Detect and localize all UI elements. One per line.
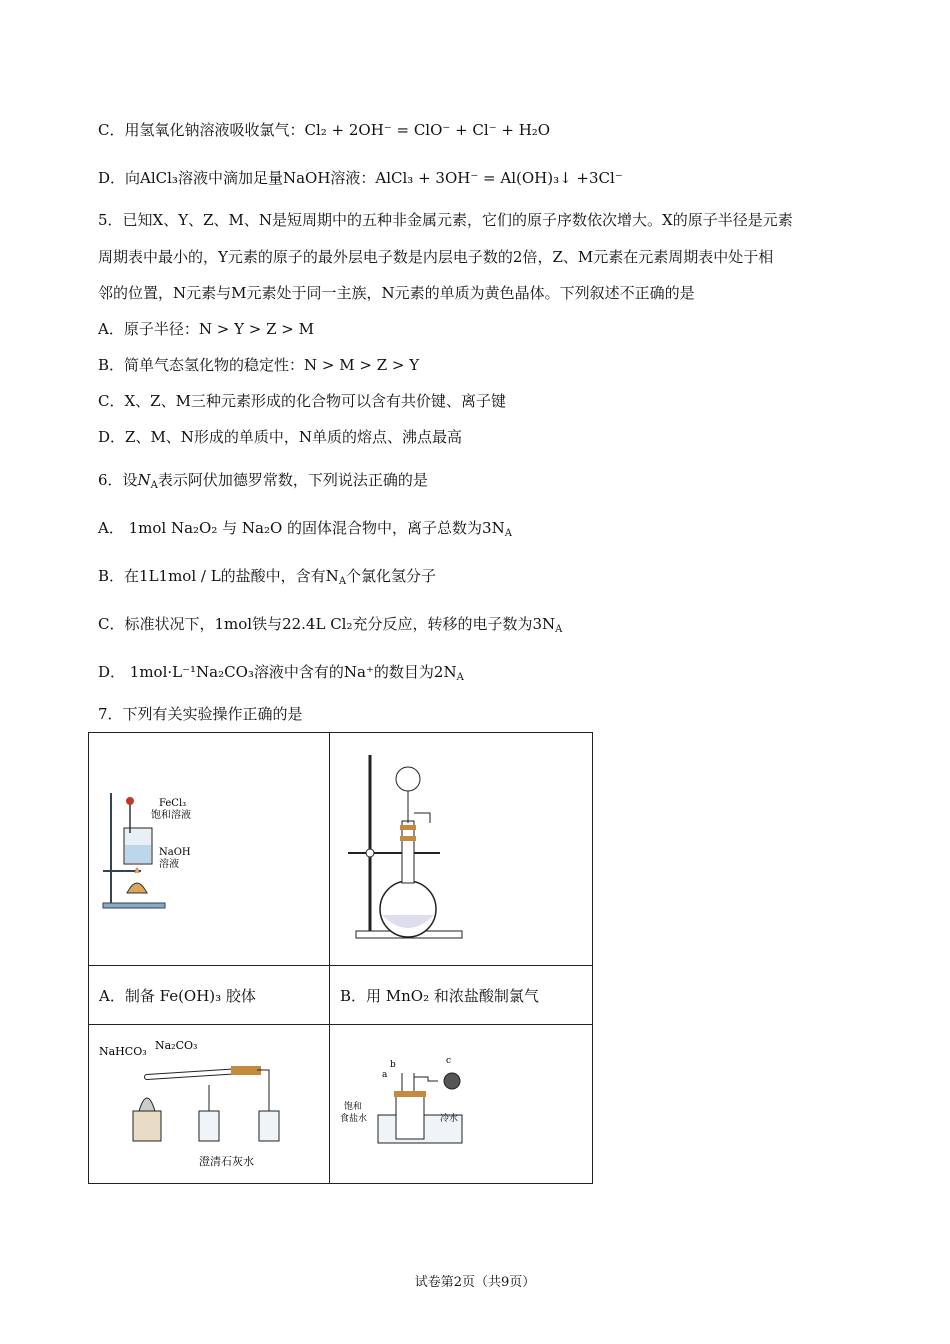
q4-option-d: D．向AlCl₃溶液中滴加足量NaOH溶液：AlCl₃ + 3OH⁻ = Al(OH)₃↓ +3Cl⁻ [98,169,623,187]
page-footer: 试卷第2页（共9页） [414,1275,536,1290]
figure-a-cell [89,733,330,966]
figure-b-cell [330,733,593,966]
q5-option-c: C．X、Z、M三种元素形成的化合物可以含有共价键、离子键 [98,392,506,410]
figure-d-cell [330,1025,593,1184]
q6-option-d: D． 1mol·L⁻¹Na₂CO₃溶液中含有的Na⁺的数目为$2N_A$ [98,663,464,683]
caption-b: B．用 MnO₂ 和浓盐酸制氯气 [330,966,593,1025]
label-brine2: 食盐水 [340,1114,368,1124]
figure-a-diagram [89,733,329,961]
q6-option-c: C．标准状况下，1mol铁与22.4L Cl₂充分反应，转移的电子数为$3N_A$ [98,615,563,635]
q6-stem: 6．设$N_A$表示阿伏加德罗常数，下列说法正确的是 [98,471,428,491]
q4-option-c: C．用氢氧化钠溶液吸收氯气：Cl₂ + 2OH⁻ = ClO⁻ + Cl⁻ + H₂O [98,121,551,139]
label-na2co3: Na₂CO₃ [155,1039,198,1052]
label-nahco3: NaHCO₃ [99,1045,147,1058]
label-brine1: 饱和 [344,1102,363,1112]
q5-stem-line2: 周期表中最小的，Y元素的原子的最外层电子数是内层电子数的2倍，Z、M元素在元素周期表中处于相 [98,248,774,266]
label-solution: 溶液 [159,859,179,870]
label-fecl3: FeCl₃ [159,798,187,809]
q7-options-table [88,732,593,1184]
q5-option-d: D．Z、M、N形成的单质中，N单质的熔点、沸点最高 [98,428,463,446]
q6-option-a: A． 1mol Na₂O₂ 与 Na₂O 的固体混合物中，离子总数为$3N_A$ [98,519,512,539]
q6-option-b: B．在1L1mol / L的盐酸中，含有$N_A$个氯化氢分子 [98,567,437,587]
caption-a: A．制备 Fe(OH)₃ 胶体 [89,966,330,1025]
label-cold-water: 冷水 [440,1114,459,1124]
label-c: c [446,1056,452,1066]
q6-a-subscript: A [504,528,512,539]
label-naoh: NaOH [159,847,191,858]
figure-b-diagram [330,733,592,961]
q5-stem-line1: 5．已知X、Y、Z、M、N是短周期中的五种非金属元素，它们的原子序数依次增大。X的原子半径是元素 [98,211,793,229]
q5-option-b: B．简单气态氢化物的稳定性：N > M > Z > Y [98,356,420,374]
q5-stem-line3: 邻的位置，N元素与M元素处于同一主族，N元素的单质为黄色晶体。下列叙述不正确的是 [98,284,695,302]
figure-d-diagram [330,1025,592,1179]
figure-c-cell [89,1025,330,1184]
q7-stem: 7．下列有关实验操作正确的是 [98,705,303,723]
figure-c-diagram [89,1025,329,1179]
label-b: b [390,1060,396,1070]
q5-option-a: A．原子半径：N > Y > Z > M [98,320,314,338]
label-a: a [382,1070,388,1080]
label-saturated: 饱和溶液 [151,810,191,821]
label-limewater: 澄清石灰水 [199,1155,254,1168]
